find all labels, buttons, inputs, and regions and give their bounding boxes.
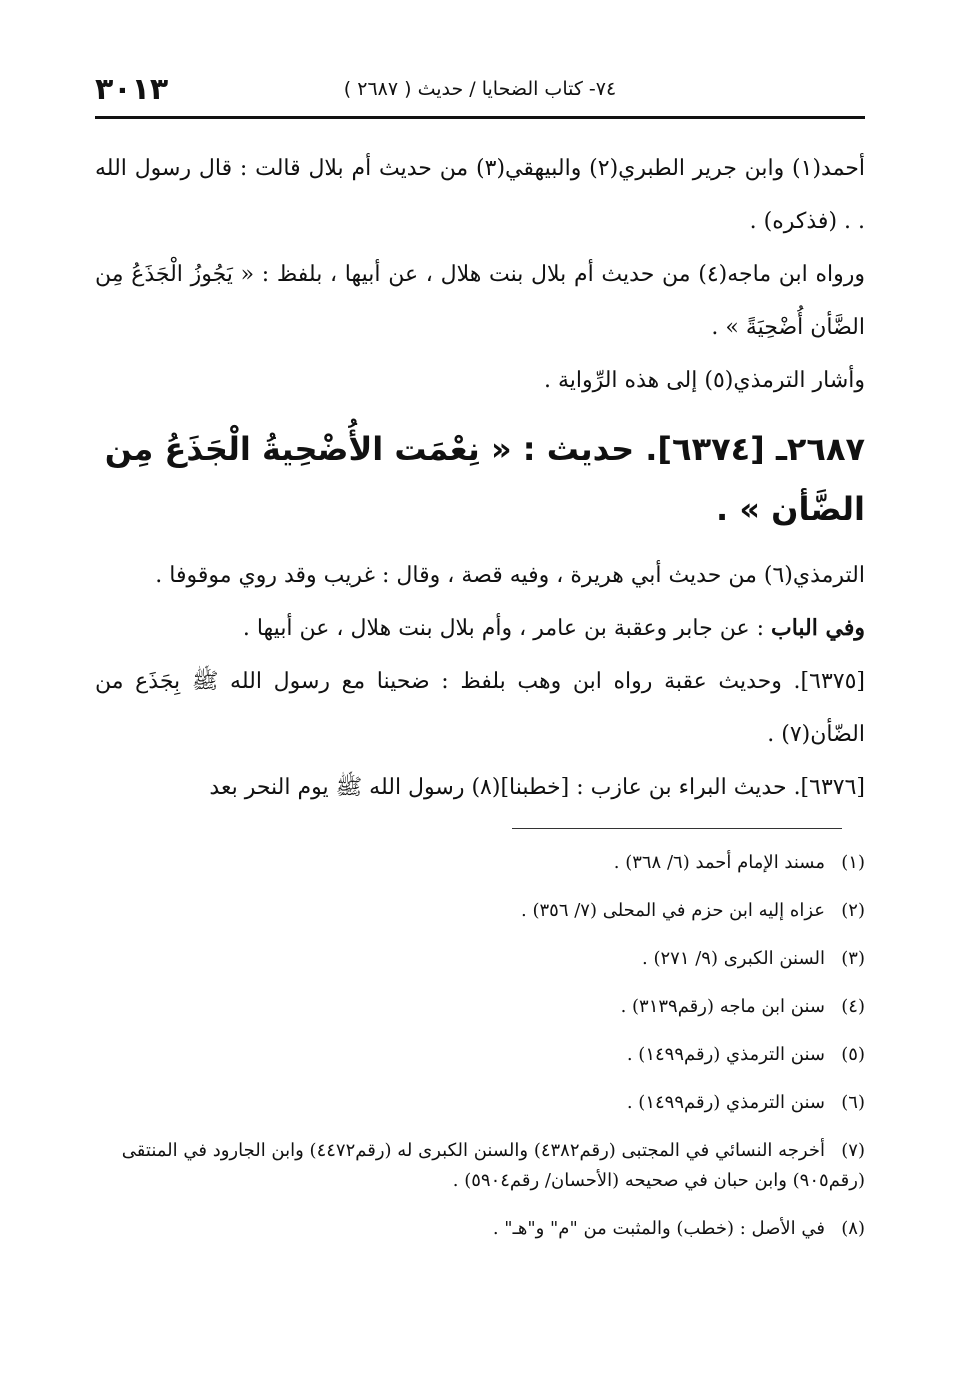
footnotes-list <box>95 848 865 1262</box>
footnote-text: سنن ابن ماجه (رقم٣١٣٩) . <box>620 996 825 1017</box>
footnote-text: مسند الإمام أحمد (٦/ ٣٦٨) . <box>613 852 825 873</box>
header-rule <box>95 116 865 119</box>
paragraph-6: [٦٣٧٥]. وحديث عقبة رواه ابن وهب بلفظ : ضحينا مع رسول الله ﷺ بِجَذَع من الضّأن(٧) . <box>95 669 865 747</box>
paragraph-1: أحمد(١) وابن جرير الطبري(٢) والبيهقي(٣) من حديث أم بلال قالت : قال رسول الله . . (فذكره) . <box>95 156 865 234</box>
footnote-text: في الأصل : (خطب) والمثبت من "م" و"هـ" . <box>492 1218 825 1239</box>
footnote-item <box>95 1136 865 1196</box>
paragraph-4: الترمذي(٦) من حديث أبي هريرة ، وفيه قصة ، وقال : غريب وقد روي موقوفا . <box>155 563 865 588</box>
footnote-item <box>95 896 865 926</box>
footnote-number: (١) <box>841 852 865 873</box>
page-header <box>95 72 865 116</box>
footnote-text: سنن الترمذي (رقم١٤٩٩) . <box>626 1092 825 1113</box>
footnote-item <box>95 1214 865 1244</box>
paragraph-5 <box>95 602 865 655</box>
page-number: ٣٠١٣ <box>95 72 169 107</box>
footnote-text: أخرجه النسائي في المجتبى (رقم٤٣٨٢) والسنن الكبرى له (رقم٤٤٧٢) وابن الجارود في المنتقى (رقم٩٠٥) وابن حبان في صحيحه (الأحسان/ رقم٥٩٠٤) . <box>121 1140 865 1191</box>
paragraph-3: وأشار الترمذي(٥) إلى هذه الرِّواية . <box>543 368 865 393</box>
footnote-text: عزاه إليه ابن حزم في المحلى (٧/ ٣٥٦) . <box>521 900 825 921</box>
hadith-heading: ٢٦٨٧ـ [٦٣٧٤]. حديث : « نِعْمَت الأُضْحِيةُ الْجَذَعُ مِن الضَّأن » . <box>104 430 865 528</box>
footnote-item <box>95 992 865 1022</box>
footnote-number: (٤) <box>841 996 865 1017</box>
footnote-number: (٢) <box>841 900 865 921</box>
paragraph-2: ورواه ابن ماجه(٤) من حديث أم بلال بنت هلال ، عن أبيها ، بلفظ : « يَجُوزُ الْجَذَعُ مِن الضَّأن أُضْحِيَةً » . <box>95 262 865 340</box>
footnote-item <box>95 944 865 974</box>
footnote-number: (٣) <box>841 948 865 969</box>
paragraph-7: [٦٣٧٦]. حديث البراء بن عازب : [خطبنا](٨) رسول الله ﷺ يوم النحر بعد <box>209 775 865 800</box>
footnote-number: (٧) <box>841 1140 865 1161</box>
footnote-item <box>95 848 865 878</box>
footnote-number: (٥) <box>841 1044 865 1065</box>
footnote-text: السنن الكبرى (٩/ ٢٧١) . <box>642 948 825 969</box>
footnote-item <box>95 1040 865 1070</box>
footnote-rule <box>512 828 842 829</box>
section-lead-text: : عن جابر وعقبة بن عامر ، وأم بلال بنت هلال ، عن أبيها . <box>242 616 771 641</box>
main-text <box>95 142 865 814</box>
section-lead: وفي الباب <box>770 615 865 641</box>
footnote-text: سنن الترمذي (رقم١٤٩٩) . <box>626 1044 825 1065</box>
footnote-number: (٦) <box>841 1092 865 1113</box>
footnote-number: (٨) <box>841 1218 865 1239</box>
footnote-item <box>95 1088 865 1118</box>
running-title: ٧٤- كتاب الضحايا / حديث ( ٢٦٨٧ ) <box>343 78 617 100</box>
